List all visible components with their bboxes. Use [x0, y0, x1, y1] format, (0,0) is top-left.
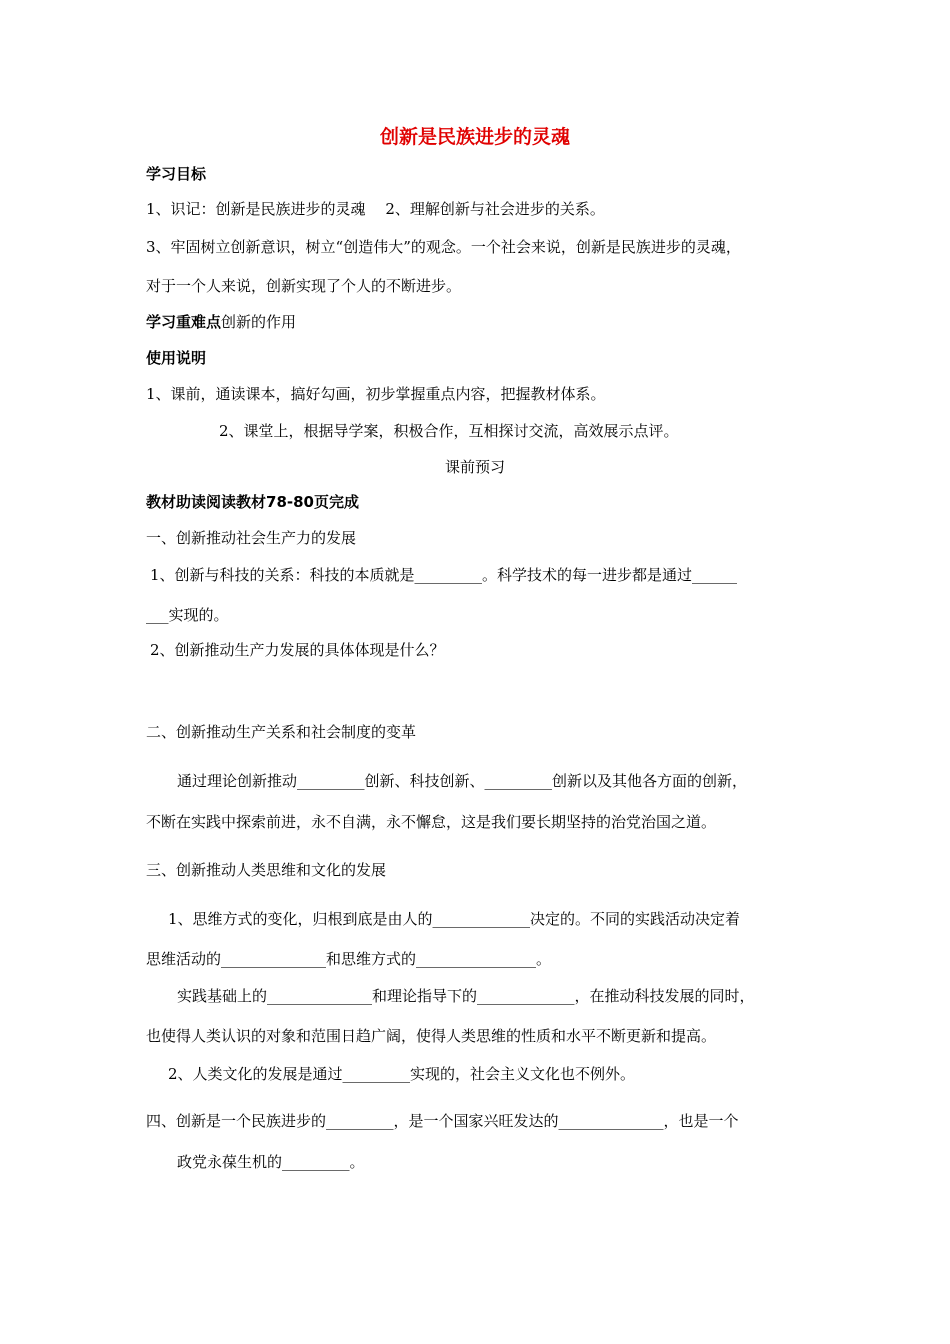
section-1-question-1a: 1、创新与科技的关系：科技的本质就是_________。科学技术的每一进步都是通过______ — [150, 566, 738, 584]
section-1-heading: 一、创新推动社会生产力的发展 — [146, 529, 357, 547]
section-1-question-2: 2、创新推动生产力发展的具体体现是什么？ — [150, 641, 445, 659]
section-3-heading: 三、创新推动人类思维和文化的发展 — [146, 861, 387, 879]
section-1-question-1b: ___实现的。 — [146, 606, 229, 624]
key-points — [146, 312, 296, 332]
section-4-line-1: 四、创新是一个民族进步的_________，是一个国家兴旺发达的______________，也是一个 — [146, 1112, 739, 1130]
page-title: 创新是民族进步的灵魂 — [379, 126, 570, 148]
section-3-paragraph-2: 也使得人类认识的对象和范围日趋广阔，使得人类思维的性质和水平不断更新和提高。 — [146, 1027, 717, 1045]
goals-line-2: 3、牢固树立创新意识，树立“创造伟大”的观念。一个社会来说，创新是民族进步的灵魂， — [146, 238, 741, 256]
goals-line-3: 对于一个人来说，创新实现了个人的不断进步。 — [146, 277, 462, 295]
usage-heading: 使用说明 — [146, 349, 207, 367]
goals-heading: 学习目标 — [146, 165, 207, 183]
reading-heading: 教材助读阅读教材78-80页完成 — [146, 493, 359, 511]
section-3-question-2: 2、人类文化的发展是通过_________实现的，社会主义文化也不例外。 — [168, 1065, 636, 1083]
key-points-text: 创新的作用 — [221, 313, 297, 331]
section-2-heading: 二、创新推动生产关系和社会制度的变革 — [146, 723, 417, 741]
section-2-paragraph-2: 不断在实践中探索前进，永不自满，永不懈怠，这是我们要长期坚持的治党治国之道。 — [146, 813, 717, 831]
usage-line-2: 2、课堂上，根据导学案，积极合作，互相探讨交流，高效展示点评。 — [219, 422, 679, 440]
section-3-paragraph-1: 实践基础上的______________和理论指导下的_____________，在推动科技发展的同时， — [177, 987, 755, 1005]
section-4-line-2: 政党永葆生机的_________。 — [177, 1153, 365, 1171]
key-points-heading: 学习重难点 — [146, 313, 222, 331]
usage-line-1: 1、课前，通读课本，搞好勾画，初步掌握重点内容，把握教材体系。 — [146, 385, 606, 403]
goals-line-1: 1、识记：创新是民族进步的灵魂 2、理解创新与社会进步的关系。 — [146, 200, 605, 218]
preview-heading: 课前预习 — [444, 458, 505, 476]
section-3-question-1b: 思维活动的______________和思维方式的________________。 — [146, 950, 552, 968]
section-2-paragraph-1: 通过理论创新推动_________创新、科技创新、_________创新以及其他各方面的创新， — [177, 772, 748, 790]
section-3-question-1a: 1、思维方式的变化，归根到底是由人的_____________决定的。不同的实践活动决定着 — [168, 910, 741, 928]
